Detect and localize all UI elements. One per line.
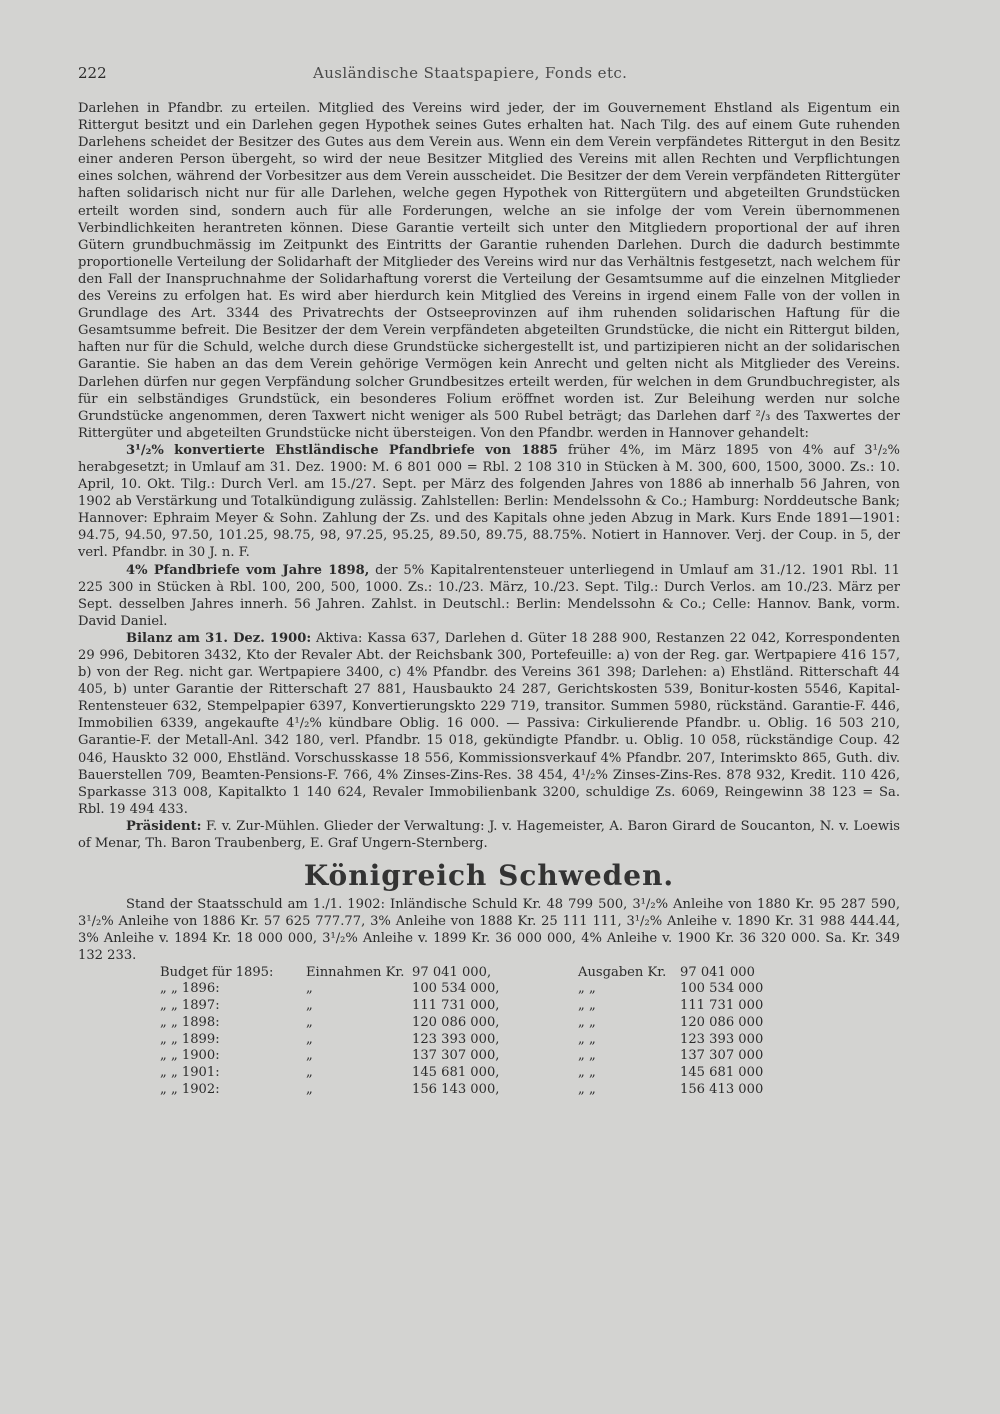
expense-label: „ „: [578, 1082, 596, 1098]
budget-row: [160, 1048, 846, 1065]
expense-value: 156 413 000: [680, 1082, 764, 1098]
budget-row: [160, 1065, 846, 1082]
income-value: 137 307 000,: [412, 1048, 500, 1064]
expense-value: 97 041 000: [680, 964, 755, 980]
expense-label: „ „: [578, 1031, 596, 1047]
budget-row: [160, 1032, 846, 1049]
budget-row: [160, 1015, 846, 1032]
section-intro: Stand der Staatsschuld am 1./1. 1902: Inländische Schuld Kr. 48 799 500, 3¹/₂% Anleihe von 1880 Kr. 95 287 590, 3¹/₂% Anleihe von 1886 Kr. 57 625 777.77, 3% Anleihe von 1888 Kr. 25 111 111, 3¹/₂% Anleihe v. 1890 Kr. 31 988 444.44, 3% Anleihe v. 1894 Kr. 18 000 000, 3¹/₂% Anleihe v. 1899 Kr. 36 000 000, 4% Anleihe v. 1900 Kr. 36 320 000. Sa. Kr. 349 132 233.: [78, 897, 900, 964]
paragraph-text: Aktiva: Kassa 637, Darlehen d. Güter 18 288 900, Restanzen 22 042, Korrespondenten 29 996, Debitoren 3432, Kto der Revaler Abt. der Reichsbank 300, Portefeuille: a) von der Reg. gar. Wertpapiere 416 157, b) von der Reg. nicht gar. Wertpapiere 3400, c) 4% Pfandbr. des Vereins 361 398; Darlehen: a) Ehstländ. Ritterschaft 44 405, b) unter Garantie der Ritterschaft 27 881, Hausbaukto 24 287, Gerichtskosten 539, Bonitur-kosten 5546, Kapital-Rentensteuer 632, Stempelpapier 6397, Konvertierungskto 229 719, transitor. Summen 5980, rückständ. Garantie-F. 446, Immobilien 6339, angekaufte 4¹/₂% kündbare Oblig. 16 000. — Passiva: Cirkulierende Pfandbr. u. Oblig. 16 503 210, Garantie-F. der Metall-Anl. 342 180, verl. Pfandbr. 15 018, gekündigte Pfandbr. u. Oblig. 10 058, rückständige Coup. 42 046, Hauskto 32 000, Ehstländ. Vorschusskasse 18 556, Kommissionsverkauf 4% Pfandbr. 207, Interimskto 865, Guth. div. Bauerstellen 709, Beamten-Pensions-F. 766, 4% Zinses-Zins-Res. 38 454, 4¹/₂% Zinses-Zins-Res. 878 932, Kredit. 110 426, Sparkasse 313 008, Kapitalkto 1 140 624, Revaler Immobilienbank 3200, schuldige Zs. 6069, Reingewinn 38 123 = Sa. Rbl. 19 494 433.: [78, 630, 900, 817]
budget-year: „ „ 1896:: [160, 981, 220, 997]
budget-row: [160, 965, 846, 982]
budget-year: „ „ 1900:: [160, 1048, 220, 1064]
income-value: 111 731 000,: [412, 998, 500, 1014]
running-title: Ausländische Staatspapiere, Fonds etc.: [313, 64, 628, 82]
budget-year: „ „ 1902:: [160, 1082, 220, 1098]
income-label: Einnahmen Kr.: [306, 964, 405, 980]
document-body: [78, 100, 900, 1099]
running-header: [78, 64, 898, 88]
paragraph-text: F. v. Zur-Mühlen. Glieder der Verwaltung: J. v. Hagemeister, A. Baron Girard de Soucanton, N. v. Loewis of Menar, Th. Baron Traubenberg, E. Graf Ungern-Sternberg.: [78, 818, 900, 852]
expense-value: 120 086 000: [680, 1014, 764, 1030]
budget-table: [160, 965, 846, 1099]
budget-year: „ „ 1898:: [160, 1014, 220, 1030]
expense-value: 111 731 000: [680, 998, 764, 1014]
budget-year: „ „ 1901:: [160, 1065, 220, 1081]
income-label: „: [306, 998, 313, 1014]
income-label: „: [306, 1031, 313, 1047]
income-value: 145 681 000,: [412, 1065, 500, 1081]
expense-label: „ „: [578, 1065, 596, 1081]
income-value: 97 041 000,: [412, 964, 492, 980]
budget-row: [160, 1082, 846, 1099]
budget-row: [160, 998, 846, 1015]
paragraph-heading: 3¹/₂% konvertierte Ehstländische Pfandbriefe von 1885: [126, 442, 558, 458]
section-title: Königreich Schweden.: [303, 859, 675, 893]
expense-label: „ „: [578, 1014, 596, 1030]
budget-year: Budget für 1895:: [160, 964, 274, 980]
expense-value: 137 307 000: [680, 1048, 764, 1064]
paragraph: [78, 630, 900, 818]
income-value: 100 534 000,: [412, 981, 500, 997]
expense-label: Ausgaben Kr.: [578, 964, 667, 980]
income-label: „: [306, 1048, 313, 1064]
paragraph-heading: Präsident:: [126, 818, 202, 834]
paragraph: [78, 100, 900, 442]
expense-label: „ „: [578, 981, 596, 997]
income-value: 156 143 000,: [412, 1082, 500, 1098]
page-number: 222: [78, 64, 107, 82]
paragraph: [78, 442, 900, 562]
paragraph-text: der 5% Kapitalrentensteuer unterliegend in Umlauf am 31./12. 1901 Rbl. 11 225 300 in Stücken à Rbl. 100, 200, 500, 1000. Zs.: 10./23. März, 10./23. Sept. Tilg.: Durch Verlos. am 10./23. März per Sept. desselben Jahres innerh. 56 Jahren. Zahlst. in Deutschl.: Berlin: Mendelssohn & Co.; Celle: Hannov. Bank, vorm. David Daniel.: [78, 562, 901, 629]
paragraph-heading: 4% Pfandbriefe vom Jahre 1898,: [126, 562, 370, 578]
paragraph: [78, 562, 900, 630]
expense-value: 123 393 000: [680, 1031, 764, 1047]
income-label: „: [306, 981, 313, 997]
expense-value: 100 534 000: [680, 981, 764, 997]
income-value: 120 086 000,: [412, 1014, 500, 1030]
expense-label: „ „: [578, 1048, 596, 1064]
paragraph-heading: Bilanz am 31. Dez. 1900:: [126, 630, 312, 646]
paragraph: [78, 818, 900, 852]
expense-value: 145 681 000: [680, 1065, 764, 1081]
income-label: „: [306, 1065, 313, 1081]
income-value: 123 393 000,: [412, 1031, 500, 1047]
budget-row: [160, 981, 846, 998]
income-label: „: [306, 1014, 313, 1030]
paragraph-text: früher 4%, im März 1895 von 4% auf 3¹/₂% herabgesetzt; in Umlauf am 31. Dez. 1900: M. 6 801 000 = Rbl. 2 108 310 in Stücken à M. 300, 600, 1500, 3000. Zs.: 10. April, 10. Okt. Tilg.: Durch Verl. am 15./27. Sept. per März des folgenden Jahres von 1886 ab innerhalb 56 Jahren, von 1902 ab Verstärkung und Totalkündigung zulässig. Zahlstellen: Berlin: Mendelssohn & Co.; Hamburg: Norddeutsche Bank; Hannover: Ephraim Meyer & Sohn. Zahlung der Zs. und des Kapitals ohne jeden Abzug in Mark. Kurs Ende 1891—1901: 94.75, 94.50, 97.50, 101.25, 98.75, 98, 97.25, 95.25, 89.50, 89.75, 88.75%. Notiert in Hannover. Verj. der Coup. in 5, der verl. Pfandbr. in 30 J. n. F.: [78, 442, 900, 561]
budget-year: „ „ 1897:: [160, 998, 220, 1014]
budget-year: „ „ 1899:: [160, 1031, 220, 1047]
income-label: „: [306, 1082, 313, 1098]
expense-label: „ „: [578, 998, 596, 1014]
paragraph-text: Darlehen in Pfandbr. zu erteilen. Mitglied des Vereins wird jeder, der im Gouvernement Ehstland als Eigentum ein Rittergut besitzt und ein Darlehen gegen Hypothek seines Gutes erhalten hat. Nach Tilg. des auf einem Gute ruhenden Darlehens scheidet der Besitzer des Gutes aus dem Verein aus. Wenn ein dem Verein verpfändetes Rittergut in den Besitz einer anderen Person übergeht, so wird der neue Besitzer Mitglied des Vereins mit allen Rechten und Verpflichtungen eines solchen, während der Vorbesitzer aus dem Verein ausscheidet. Die Besitzer der dem Verein verpfändeten Rittergüter haften solidarisch nicht nur für alle Darlehen, welche gegen Hypothek von Rittergütern und abgeteilten Grundstücken erteilt worden sind, sondern auch für alle Forderungen, welche an sie infolge der vom Verein übernommenen Verbindlichkeiten herantreten können. Diese Garantie verteilt sich unter den Mitgliedern proportional der auf ihren Gütern grundbuchmässig im Zeitpunkt des Eintritts der Garantie ruhenden Darlehen. Durch die dadurch bestimmte proportionelle Verteilung der Solidarhaft der Mitglieder des Vereins wird nur das Verhältnis festgesetzt, nach welchem für den Fall der Inanspruchnahme der Solidarhaftung vorerst die Verteilung der Gesamtsumme auf die einzelnen Mitglieder des Vereins zu erfolgen hat. Es wird aber hierdurch kein Mitglied des Vereins in irgend einem Falle von der vollen in Grundlage des Art. 3344 des Privatrechts der Ostseeprovinzen auf ihm ruhenden solidarischen Haftung für die Gesamtsumme befreit. Die Besitzer der dem Verein verpfändeten abgeteilten Grundstücke, die nicht ein Rittergut bilden, haften nur für die Schuld, welche durch diese Grundstücke sichergestellt ist, und partizipieren nicht an der solidarischen Garantie. Sie haben an das dem Verein gehörige Vermögen kein Anrecht und gelten nicht als Mitglieder des Vereins. Darlehen dürfen nur gegen Verpfändung solcher Grundbesitzes erteilt werden, für welchen in dem Grundbuchregister, als für ein selbständiges Grundstück, ein besonderes Folium eröffnet worden ist. Zur Beleihung werden nur solche Grundstücke angenommen, deren Taxwert nicht weniger als 500 Rubel beträgt; das Darlehen darf ²/₃ des Taxwertes der Rittergüter und abgeteilten Grundstücke nicht übersteigen. Von den Pfandbr. werden in Hannover gehandelt:: [78, 101, 900, 441]
